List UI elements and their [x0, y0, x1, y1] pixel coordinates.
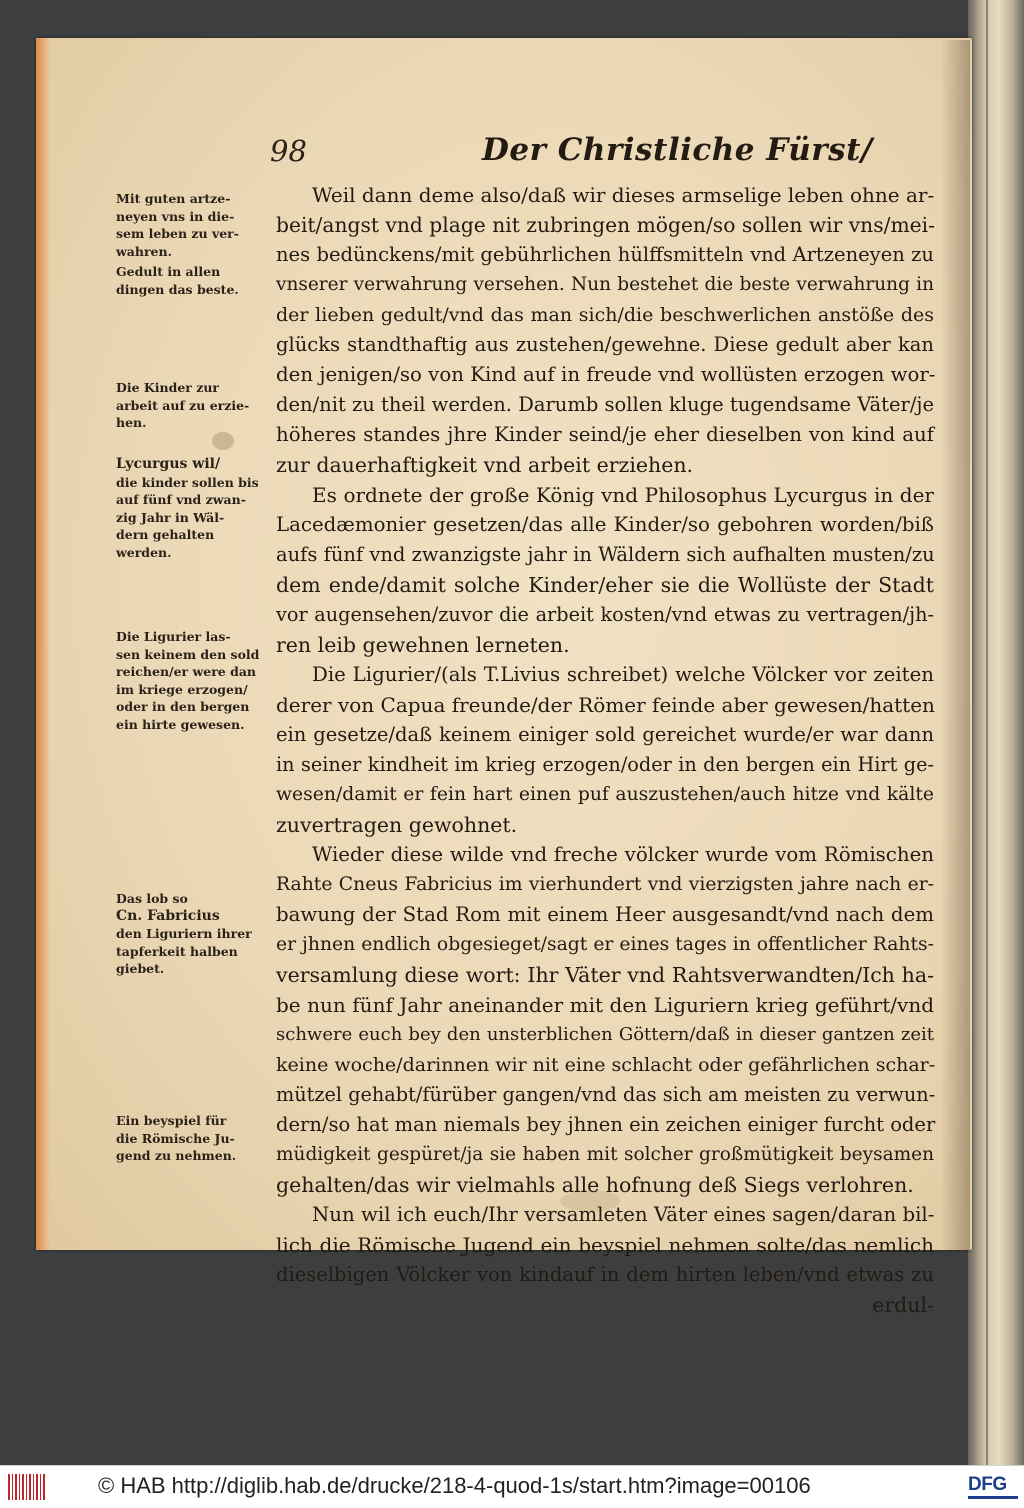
text-line: der lieben gedult/vnd das man sich/die beschwerlichen anstöße des: [276, 304, 934, 326]
text-line: in seiner kindheit im krieg erzogen/oder in den bergen ein Hirt ge-: [276, 753, 934, 776]
text-line: ren leib gewehnen lerneten.: [276, 633, 570, 657]
text-line: nes bedünckens/mit gebührlichen hülffsmitteln vnd Artzeneyen zu: [276, 243, 934, 266]
text-line: wesen/damit er fein hart einen puf auszustehen/auch hitze vnd kälte: [276, 784, 934, 805]
margin-note-line: reichen/er were dan: [116, 664, 257, 680]
text-line: glücks standthaftig aus zustehen/gewehne. Diese gedult aber kan: [276, 333, 934, 356]
margin-note-line: Die Kinder zur: [116, 380, 219, 395]
margin-note-line: tapferkeit halben: [116, 943, 238, 959]
page-header: [270, 130, 950, 174]
text-line: derer von Capua freunde/der Römer feinde aber gewesen/hatten: [276, 693, 935, 717]
margin-note: [116, 628, 266, 734]
margin-note: [116, 190, 266, 260]
text-line: versamlung diese wort: Ihr Väter vnd Rahtsverwandten/Ich ha-: [276, 963, 934, 987]
text-line: er jhnen endlich obgesieget/sagt er eines tages in offentlicher Rahts-: [276, 934, 934, 955]
text-line: Es ordnete der große König vnd Philosophus Lycurgus in der: [312, 483, 934, 507]
margin-note-line: dern gehalten: [116, 527, 215, 543]
text-line: zuvertragen gewohnet.: [276, 813, 518, 837]
text-line: mützel gehabt/fürüber gangen/vnd das sich am meisten zu verwun-: [276, 1083, 936, 1106]
margin-note-line: Lycurgus wil/: [116, 456, 221, 472]
text-line: Nun wil ich euch/Ihr versamleten Väter eines sagen/daran bil-: [312, 1203, 935, 1226]
text-line: vor augensehen/zuvor die arbeit kosten/vnd etwas zu vertragen/jh-: [276, 603, 934, 626]
margin-note-line: den Liguriern ihrer: [116, 926, 252, 942]
margin-note: [116, 456, 266, 562]
margin-note-line: sen keinem den sold: [116, 646, 260, 662]
margin-note-line: dingen das beste.: [116, 281, 239, 297]
margin-note-line: werden.: [116, 544, 172, 560]
margin-note-line: sem leben zu ver-: [116, 226, 239, 242]
margin-note-line: Das lob so: [116, 891, 188, 906]
text-line: dieselbigen Völcker von kindauf in dem hirten leben/vnd etwas zu: [276, 1263, 934, 1286]
margin-note-line: Mit guten artze-: [116, 191, 231, 206]
margin-note-line: neyen vns in die-: [116, 208, 235, 224]
text-line: müdigkeit gespüret/ja sie haben mit solcher großmütigkeit beysamen: [276, 1144, 934, 1165]
margin-note: [116, 890, 266, 978]
book-page-edges: [968, 0, 1024, 1465]
text-line: Lacedæmonier gesetzen/das alle Kinder/so gebohren worden/biß: [276, 513, 934, 536]
library-barcode-icon: [8, 1474, 46, 1500]
page-number: 98: [270, 134, 307, 168]
margin-note-line: arbeit auf zu erzie-: [116, 397, 250, 413]
text-line: den/nit zu theil werden. Darumb sollen kluge tugendsame Väter/je: [276, 393, 934, 416]
margin-note-line: im kriege erzogen/: [116, 681, 248, 697]
text-line: lich die Römische Jugend ein beyspiel nehmen solte/das nemlich: [276, 1233, 934, 1257]
text-line: bawung der Stad Rom mit einem Heer ausgesandt/vnd nach dem: [276, 903, 934, 926]
text-line: dem ende/damit solche Kinder/eher sie die Wollüste der Stadt: [276, 573, 934, 597]
text-line: Wieder diese wilde vnd freche völcker wurde vom Römischen: [312, 843, 934, 866]
dfg-logo-underline: [968, 1496, 1018, 1499]
margin-note: [116, 379, 266, 432]
margin-note: [116, 263, 266, 298]
text-line: zur dauerhaftigkeit vnd arbeit erziehen.: [276, 453, 694, 477]
margin-note-line: auf fünf vnd zwan-: [116, 492, 246, 508]
text-line: dern/so hat man niemals bey jhnen ein zeichen einiger furcht oder: [276, 1113, 936, 1136]
dfg-logo-text: DFG: [968, 1474, 1007, 1495]
text-line: schwere euch bey den unsterblichen Göttern/daß in dieser gantzen zeit: [276, 1024, 934, 1045]
text-line: gehalten/das wir vielmahls alle hofnung deß Siegs verlohren.: [276, 1173, 914, 1197]
margin-note-line: gend zu nehmen.: [116, 1148, 237, 1164]
margin-note-line: Ein beyspiel für: [116, 1113, 227, 1128]
text-line: keine woche/darinnen wir nit eine schlacht oder gefährlichen schar-: [276, 1054, 936, 1076]
text-line: Die Ligurier/(als T.Livius schreibet) welche Völcker vor zeiten: [312, 663, 934, 686]
text-line: ein gesetze/daß keinem einiger sold gereichet wurde/er war dann: [276, 723, 934, 746]
citation-link[interactable]: © HAB http://diglib.hab.de/drucke/218-4-quod-1s/start.htm?image=00106: [98, 1473, 811, 1498]
margin-note-line: die kinder sollen bis: [116, 474, 259, 490]
text-line: Weil dann deme also/daß wir dieses armselige leben ohne ar-: [312, 183, 935, 207]
page-binding-edge: [36, 38, 50, 1250]
running-title: Der Christliche Fürst/: [482, 132, 873, 168]
text-line: vnserer verwahrung versehen. Nun bestehet die beste verwahrung in: [276, 274, 934, 295]
catchword: erdul-: [872, 1293, 934, 1317]
text-line: beit/angst vnd plage nit zubringen mögen/so sollen wir vns/mei-: [276, 213, 935, 237]
text-line: be nun fünf Jahr aneinander mit den Liguriern krieg geführt/vnd: [276, 993, 934, 1017]
text-line: aufs fünf vnd zwanzigste jahr in Wäldern sich aufhalten musten/zu: [276, 543, 935, 566]
text-line: den jenigen/so von Kind auf in freude vnd wollüsten erzogen wor-: [276, 363, 936, 386]
dfg-logo: [968, 1474, 1020, 1500]
margin-note-line: Die Ligurier las-: [116, 629, 231, 644]
margin-note-line: wahren.: [116, 243, 172, 259]
margin-note-line: giebet.: [116, 961, 165, 977]
margin-note: [116, 1112, 266, 1165]
paper-stain: [212, 432, 234, 450]
margin-note-line: Gedult in allen: [116, 264, 221, 279]
text-line: Rahte Cneus Fabricius im vierhundert vnd vierzigsten jahre nach er-: [276, 874, 934, 895]
citation-footer: [0, 1465, 1024, 1508]
margin-note-line: Cn. Fabricius: [116, 907, 220, 924]
margin-note-line: hen.: [116, 415, 147, 431]
margin-note-line: oder in den bergen: [116, 699, 250, 715]
margin-note-line: ein hirte gewesen.: [116, 716, 245, 732]
margin-note-line: die Römische Ju-: [116, 1130, 235, 1146]
spine-shadow: [940, 40, 970, 1250]
text-line: höheres standes jhre Kinder seind/je eher dieselben von kind auf: [276, 423, 934, 446]
margin-note-line: zig Jahr in Wäl-: [116, 509, 225, 525]
